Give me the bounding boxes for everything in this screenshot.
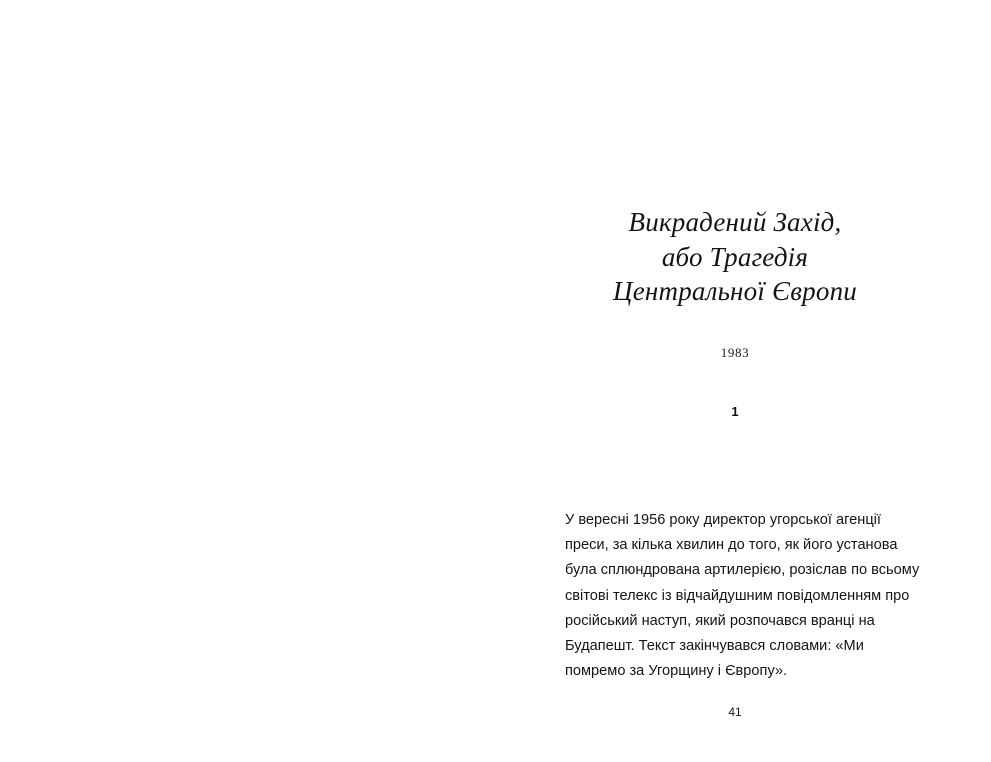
body-text [565, 508, 920, 684]
right-page [495, 0, 991, 762]
body-paragraph: У вересні 1956 року директор угорської агенції преси, за кілька хвилин до того, як його установа була сплюндрована артилерією, розіслав по всьому світові телекс із відчайдушним повідомленням про російський наступ, який розпочався вранці на Будапешт. Текст закінчувався словами: «Ми помремо за Угорщину і Європу». [565, 512, 920, 680]
chapter-title [540, 205, 930, 309]
left-page [0, 0, 495, 762]
section-number: 1 [731, 404, 739, 419]
chapter-title-line-2: або Трагедія [661, 241, 809, 272]
chapter-title-line-1: Викрадений Захід, [628, 207, 842, 237]
chapter-title-line-3: Центральної Європи [613, 276, 857, 307]
chapter-year: 1983 [720, 345, 750, 360]
page-number: 41 [728, 705, 742, 719]
